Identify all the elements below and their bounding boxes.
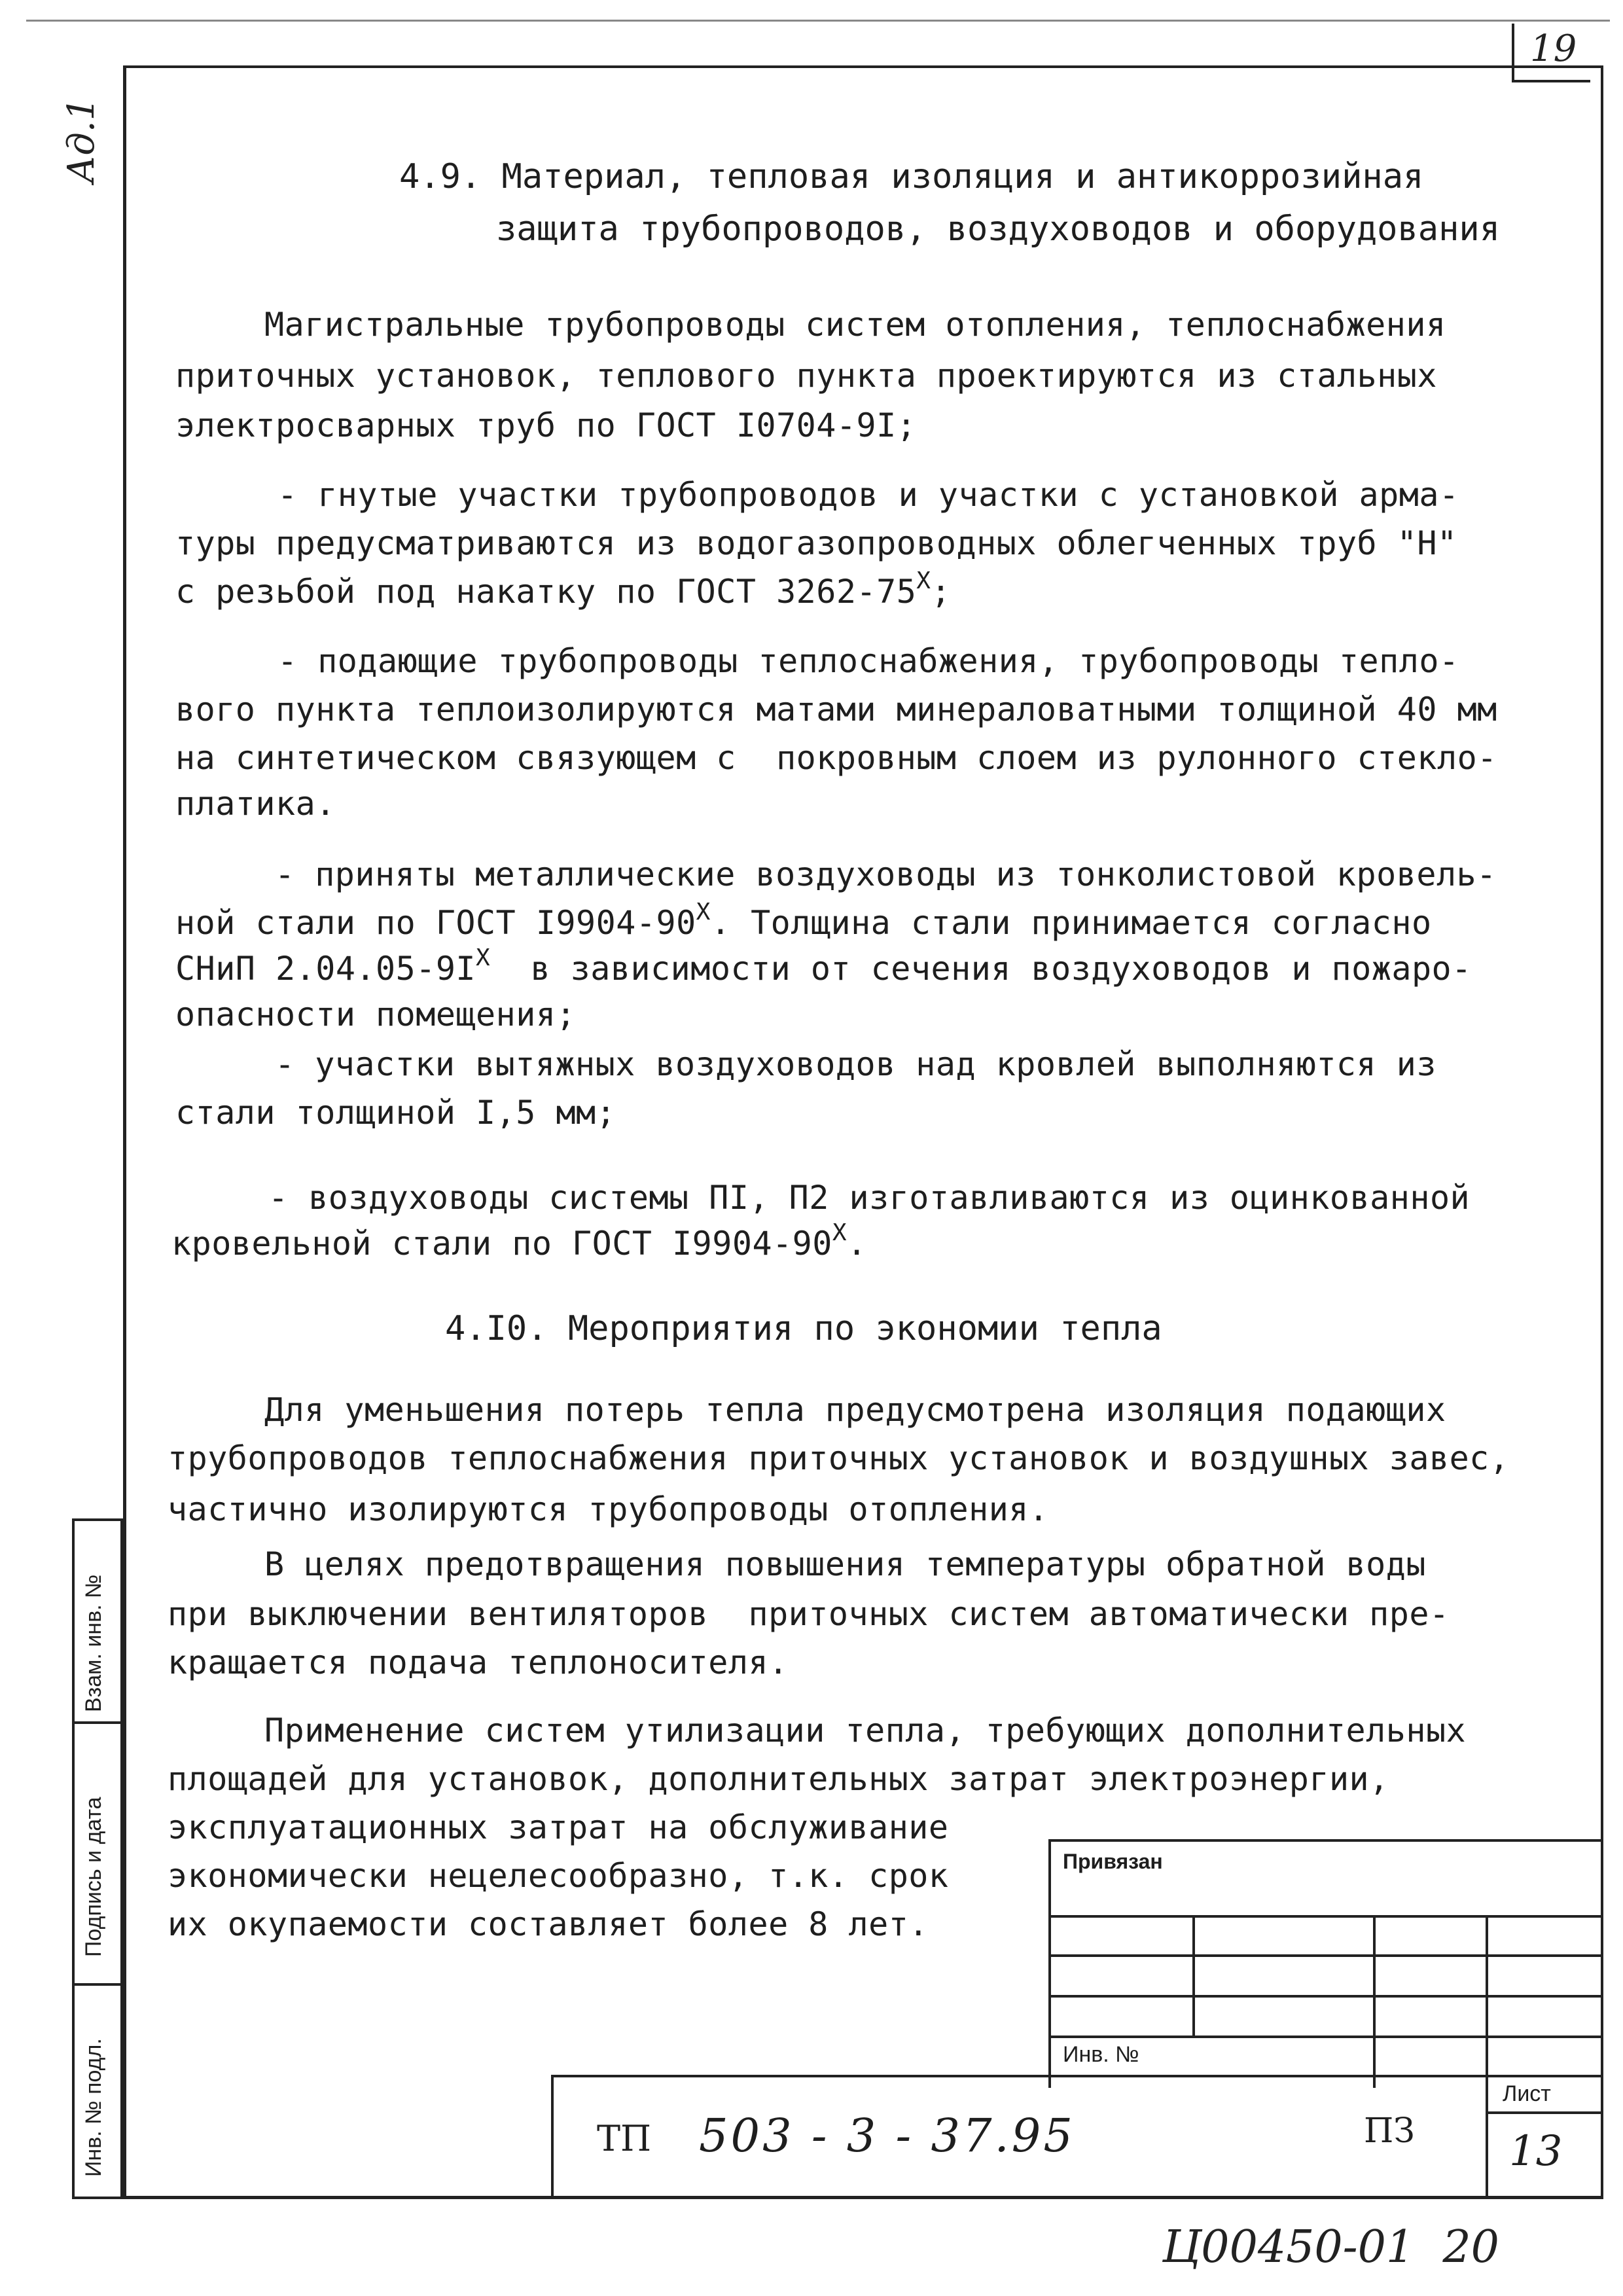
para9-line2: площадей для установок, дополнительных затрат электроэнергии,	[168, 1760, 1389, 1798]
para3-line2: вого пункта теплоизолируются матами минераловатными толщиной 40 мм	[175, 691, 1497, 728]
para4-line3-rest: в зависимости от сечения воздуховодов и пожаро-	[490, 950, 1472, 988]
para8-line2: при выключении вентиляторов приточных систем автоматически пре-	[168, 1595, 1450, 1633]
para4-line3	[175, 944, 1472, 992]
page-number: 19	[1530, 27, 1577, 70]
para6-line2-text: кровельной стали по ГОСТ I9904-90	[171, 1225, 832, 1263]
tb-top-border	[1050, 1839, 1603, 1842]
para9-line4: экономически нецелесообразно, т.к. срок	[168, 1857, 949, 1895]
para6-line1: - воздуховоды системы ПI, П2 изготавливаются из оцинкованной	[268, 1179, 1471, 1217]
vzam-inv-label: Взам. инв. №	[81, 1574, 106, 1712]
margin-cell-podpis	[75, 1724, 120, 1986]
section-4-9-title-line1: 4.9. Материал, тепловая изоляция и антикоррозийная	[399, 157, 1424, 196]
para2-line2: туры предусматриваются из водогазопроводных облегченных труб "Н"	[175, 524, 1457, 562]
para1-line2: приточных установок, теплового пункта проектируются из стальных	[175, 357, 1437, 395]
margin-cell-vzam	[75, 1521, 120, 1724]
tb-main-top	[552, 2075, 1603, 2077]
para6-line2-sup: X	[832, 1219, 847, 1246]
para7-line3: частично изолируются трубопроводы отопления.	[168, 1490, 1049, 1528]
archive-code: Ц00450-01 20	[1162, 2221, 1499, 2273]
para8-line1: В целях предотвращения повышения температуры обратной воды	[264, 1545, 1426, 1583]
para7-line2: трубопроводов теплоснабжения приточных установок и воздушных завес,	[168, 1439, 1510, 1477]
para5-line1: - участки вытяжных воздуховодов над кровлей выполняются из	[275, 1045, 1436, 1083]
para4-line1: - приняты металлические воздуховоды из тонколистовой кровель-	[275, 855, 1497, 893]
para8-line3: кращается подача теплоносителя.	[168, 1643, 789, 1681]
para4-line3-sup: X	[476, 944, 491, 971]
margin-cell-inv-podl	[75, 1986, 120, 2197]
doc-code: ПЗ	[1364, 2111, 1415, 2151]
tb-row3	[1050, 1995, 1603, 1998]
tb-col1	[1192, 1915, 1195, 2036]
inv-no-label: Инв. №	[1063, 2042, 1139, 2067]
side-note: Ад.1	[60, 97, 103, 183]
para4-line3-text: СНиП 2.04.05-9I	[175, 950, 476, 988]
para1-line3: электросварных труб по ГОСТ I0704-9I;	[175, 406, 917, 444]
podpis-data-label: Подпись и дата	[81, 1797, 106, 1957]
para2-line3-text: с резьбой под накатку по ГОСТ 3262-75	[175, 573, 917, 611]
para1-line1: Магистральные трубопроводы систем отопления, теплоснабжения	[264, 306, 1446, 344]
tb-row4	[1050, 2036, 1603, 2038]
para9-line3: эксплуатационных затрат на обслуживание	[168, 1808, 949, 1846]
sheet-label: Лист	[1503, 2081, 1551, 2106]
para9-line1: Применение систем утилизации тепла, требующих дополнительных	[264, 1712, 1467, 1749]
para4-line2-text: ной стали по ГОСТ I9904-90	[175, 904, 696, 942]
section-4-10-title: 4.I0. Мероприятия по экономии тепла	[445, 1309, 1162, 1348]
designation-prefix: ТП	[597, 2118, 652, 2159]
page-number-box	[1512, 24, 1590, 82]
tb-col2	[1373, 1915, 1376, 2088]
para7-line1: Для уменьшения потерь тепла предусмотрена изоляция подающих	[264, 1391, 1446, 1429]
para2-line1: - гнутые участки трубопроводов и участки с установкой арма-	[277, 476, 1459, 514]
tb-col3	[1486, 1915, 1488, 2088]
tb-row2	[1050, 1954, 1603, 1957]
tb-row1	[1050, 1915, 1603, 1918]
top-border-line	[26, 20, 1610, 22]
section-4-9-title-line2: защита трубопроводов, воздуховодов и оборудования	[496, 209, 1501, 249]
para2-line3	[175, 567, 952, 615]
para3-line3: на синтетическом связующем с покровным слоем из рулонного стекло-	[175, 739, 1497, 777]
inv-podl-label: Инв. № подл.	[81, 2038, 106, 2177]
designation: 503 - 3 - 37.95	[699, 2109, 1075, 2162]
para2-sup: X	[916, 567, 931, 594]
tb-main-sheet-col	[1486, 2075, 1488, 2199]
tb-main-left	[551, 2075, 554, 2199]
para2-end: ;	[931, 573, 952, 611]
para6-line2	[171, 1219, 867, 1267]
para4-line2-sup: X	[696, 899, 711, 925]
para9-line5: их окупаемости составляет более 8 лет.	[168, 1905, 929, 1943]
para6-line2-rest: .	[847, 1225, 867, 1263]
para4-line2-rest: . Толщина стали принимается согласно	[710, 904, 1432, 942]
tb-sheet-divider	[1486, 2111, 1603, 2114]
para3-line4: платика.	[175, 785, 336, 823]
para4-line4: опасности помещения;	[175, 996, 577, 1033]
margin-stamp	[72, 1518, 123, 2199]
para3-line1: - подающие трубопроводы теплоснабжения, трубопроводы тепло-	[277, 642, 1459, 680]
para4-line2	[175, 899, 1432, 946]
privyazan-label: Привязан	[1063, 1850, 1163, 1873]
para5-line2: стали толщиной I,5 мм;	[175, 1094, 616, 1132]
sheet-number: 13	[1509, 2127, 1563, 2176]
tb-left-border	[1048, 1839, 1051, 2088]
